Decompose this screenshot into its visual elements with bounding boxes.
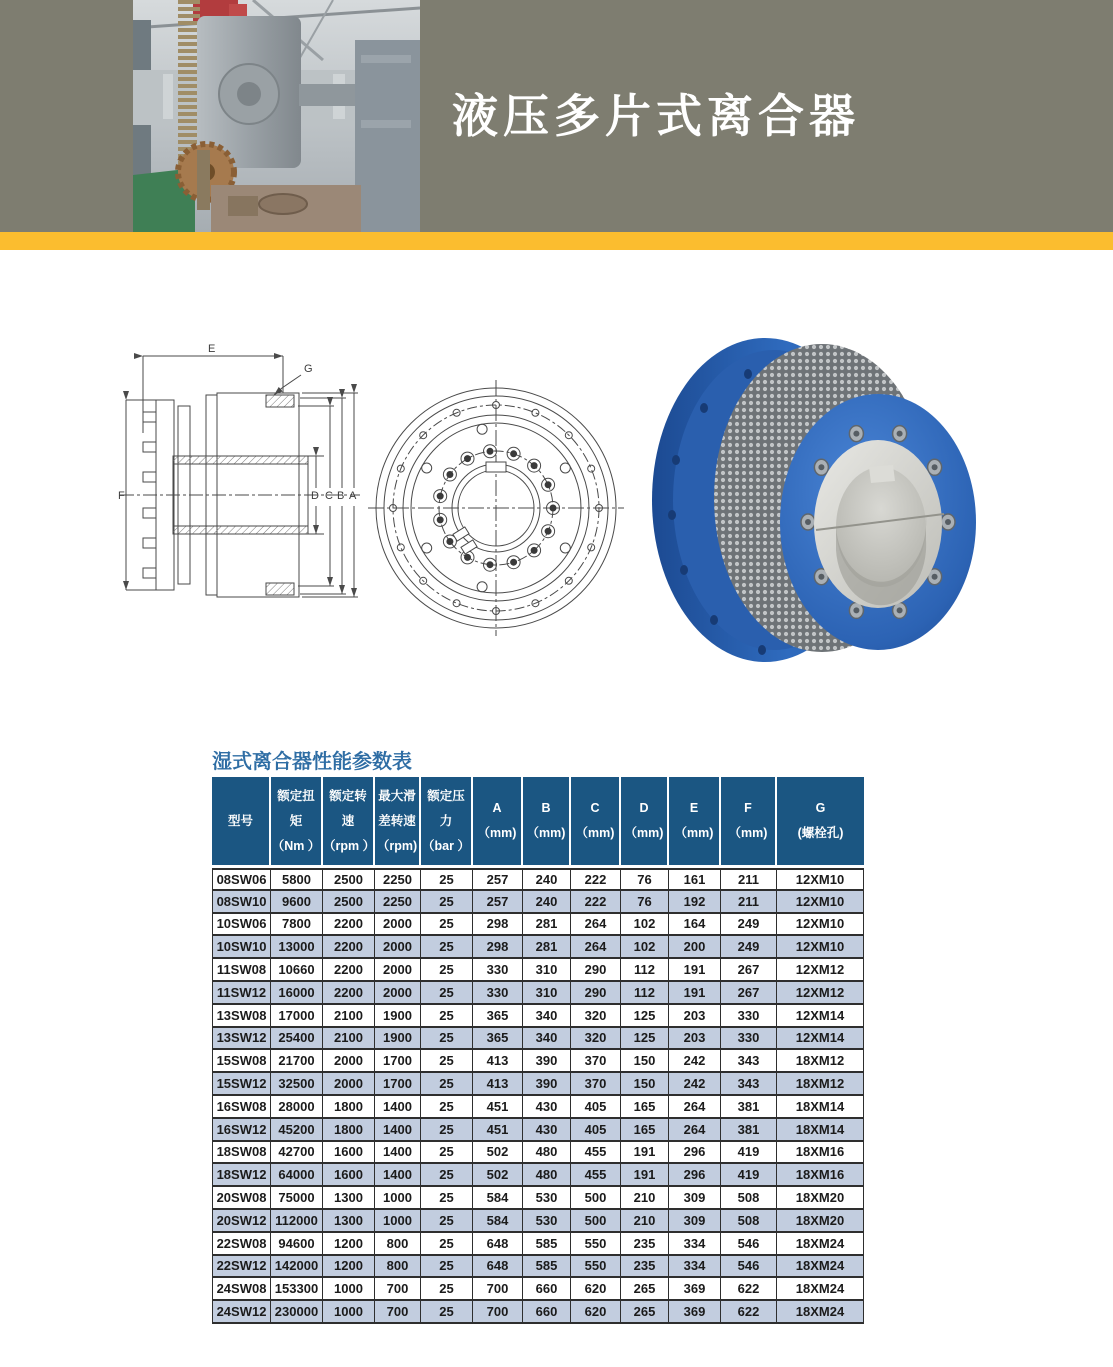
table-cell: 25 [421,1028,473,1051]
table-cell: 249 [721,914,777,937]
table-cell: 800 [375,1233,421,1256]
table-cell: 584 [473,1210,523,1233]
table-header-row [212,777,864,868]
table-cell: 222 [571,891,621,914]
table-cell: 15SW08 [212,1050,271,1073]
table-cell: 480 [523,1142,571,1165]
table-cell: 112 [621,982,669,1005]
table-cell: 2200 [323,982,375,1005]
dim-label-E: E [208,343,216,355]
table-cell: 1200 [323,1256,375,1279]
table-cell: 153300 [271,1278,323,1301]
table-cell: 584 [473,1187,523,1210]
table-cell: 413 [473,1050,523,1073]
table-row [212,1142,864,1165]
table-row [212,1073,864,1096]
table-cell: 309 [669,1187,721,1210]
table-cell: 550 [571,1256,621,1279]
table-cell: 365 [473,1005,523,1028]
table-cell: 700 [375,1278,421,1301]
table-cell: 240 [523,891,571,914]
table-cell: 660 [523,1301,571,1324]
table-cell: 5800 [271,868,323,891]
table-cell: 76 [621,891,669,914]
column-header: 额定压 力 （bar ） [421,777,473,868]
table-cell: 21700 [271,1050,323,1073]
table-cell: 1900 [375,1005,421,1028]
table-cell: 296 [669,1164,721,1187]
table-cell: 405 [571,1096,621,1119]
table-row [212,1301,864,1324]
table-cell: 08SW10 [212,891,271,914]
table-cell: 381 [721,1119,777,1142]
table-cell: 161 [669,868,721,891]
side-view-drawing [98,338,413,653]
table-cell: 25 [421,1164,473,1187]
table-cell: 211 [721,868,777,891]
table-cell: 1900 [375,1028,421,1051]
table-row [212,1050,864,1073]
table-cell: 2100 [323,1028,375,1051]
table-cell: 451 [473,1096,523,1119]
table-cell: 32500 [271,1073,323,1096]
table-cell: 25 [421,1096,473,1119]
table-cell: 648 [473,1256,523,1279]
table-cell: 25 [421,1050,473,1073]
table-cell: 76 [621,868,669,891]
table-cell: 320 [571,1028,621,1051]
table-cell: 18SW12 [212,1164,271,1187]
column-header: 额定扭 矩 （Nm ） [271,777,323,868]
table-cell: 298 [473,936,523,959]
table-cell: 2000 [323,1073,375,1096]
table-cell: 25 [421,1187,473,1210]
table-cell: 08SW06 [212,868,271,891]
table-cell: 265 [621,1301,669,1324]
table-cell: 1700 [375,1073,421,1096]
table-cell: 18XM24 [777,1278,864,1301]
banner [0,0,1113,232]
table-cell: 369 [669,1301,721,1324]
table-cell: 1400 [375,1119,421,1142]
table-cell: 18XM24 [777,1256,864,1279]
table-cell: 25400 [271,1028,323,1051]
table-row [212,959,864,982]
table-cell: 365 [473,1028,523,1051]
dim-label-A: A [349,490,357,502]
table-row [212,1096,864,1119]
table-cell: 1000 [375,1210,421,1233]
dim-label-D: D [311,490,319,502]
table-cell: 18XM14 [777,1096,864,1119]
table-cell: 13SW08 [212,1005,271,1028]
table-row [212,914,864,937]
table-cell: 165 [621,1096,669,1119]
table-cell: 210 [621,1187,669,1210]
table-cell: 25 [421,936,473,959]
table-cell: 235 [621,1256,669,1279]
table-cell: 290 [571,982,621,1005]
table-cell: 18XM24 [777,1301,864,1324]
table-cell: 9600 [271,891,323,914]
table-cell: 648 [473,1233,523,1256]
table-cell: 2200 [323,914,375,937]
table-cell: 249 [721,936,777,959]
column-header: D （mm) [621,777,669,868]
table-cell: 340 [523,1028,571,1051]
table-cell: 2000 [375,982,421,1005]
table-cell: 310 [523,982,571,1005]
table-cell: 700 [473,1301,523,1324]
table-row [212,1005,864,1028]
table-cell: 700 [473,1278,523,1301]
table-cell: 240 [523,868,571,891]
table-cell: 25 [421,982,473,1005]
column-header: 额定转 速 （rpm ） [323,777,375,868]
table-cell: 12XM10 [777,936,864,959]
table-cell: 430 [523,1096,571,1119]
table-cell: 18SW08 [212,1142,271,1165]
table-cell: 340 [523,1005,571,1028]
table-body [212,868,864,1324]
table-cell: 381 [721,1096,777,1119]
table-cell: 2250 [375,868,421,891]
table-row [212,1028,864,1051]
table-cell: 18XM12 [777,1073,864,1096]
table-cell: 1000 [375,1187,421,1210]
table-cell: 25 [421,1210,473,1233]
table-cell: 334 [669,1256,721,1279]
table-cell: 112 [621,959,669,982]
table-cell: 102 [621,936,669,959]
table-cell: 16SW08 [212,1096,271,1119]
table-cell: 18XM12 [777,1050,864,1073]
table-cell: 413 [473,1073,523,1096]
table-cell: 191 [669,982,721,1005]
table-cell: 25 [421,1142,473,1165]
table-cell: 622 [721,1278,777,1301]
table-cell: 2500 [323,868,375,891]
table-cell: 2200 [323,936,375,959]
table-cell: 25 [421,1256,473,1279]
table-cell: 16SW12 [212,1119,271,1142]
column-header: F （mm) [721,777,777,868]
table-cell: 210 [621,1210,669,1233]
table-cell: 320 [571,1005,621,1028]
table-cell: 20SW12 [212,1210,271,1233]
table-cell: 343 [721,1073,777,1096]
table-cell: 28000 [271,1096,323,1119]
table-cell: 309 [669,1210,721,1233]
table-cell: 203 [669,1005,721,1028]
table-cell: 25 [421,1005,473,1028]
table-cell: 585 [523,1256,571,1279]
table-cell: 455 [571,1142,621,1165]
table-cell: 281 [523,936,571,959]
table-cell: 11SW08 [212,959,271,982]
table-cell: 530 [523,1187,571,1210]
table-cell: 12XM12 [777,959,864,982]
table-row [212,982,864,1005]
table-cell: 203 [669,1028,721,1051]
table-cell: 1400 [375,1164,421,1187]
table-cell: 343 [721,1050,777,1073]
table-cell: 620 [571,1278,621,1301]
table-cell: 125 [621,1028,669,1051]
table-cell: 125 [621,1005,669,1028]
table-cell: 405 [571,1119,621,1142]
table-row [212,1164,864,1187]
table-cell: 11SW12 [212,982,271,1005]
table-cell: 290 [571,959,621,982]
table-cell: 2000 [375,959,421,982]
table-cell: 419 [721,1164,777,1187]
table-cell: 550 [571,1233,621,1256]
column-header: E （mm) [669,777,721,868]
table-cell: 430 [523,1119,571,1142]
column-header: G (螺栓孔) [777,777,864,868]
table-cell: 1200 [323,1233,375,1256]
factory-photo-illustration [133,0,420,232]
table-cell: 20SW08 [212,1187,271,1210]
accent-bar [0,232,1113,250]
table-cell: 230000 [271,1301,323,1324]
table-row [212,1256,864,1279]
table-cell: 13SW12 [212,1028,271,1051]
table-row [212,1187,864,1210]
table-cell: 264 [669,1119,721,1142]
table-cell: 10660 [271,959,323,982]
table-head [212,777,864,868]
table-cell: 18XM20 [777,1210,864,1233]
table-cell: 369 [669,1278,721,1301]
table-cell: 296 [669,1142,721,1165]
table-cell: 265 [621,1278,669,1301]
table-cell: 25 [421,1301,473,1324]
table-cell: 18XM16 [777,1142,864,1165]
table-cell: 1800 [323,1119,375,1142]
table-cell: 508 [721,1210,777,1233]
page-title: 液压多片式离合器 [452,90,860,142]
table-cell: 500 [571,1210,621,1233]
table-cell: 502 [473,1164,523,1187]
table-cell: 13000 [271,936,323,959]
table-cell: 370 [571,1050,621,1073]
table-cell: 45200 [271,1119,323,1142]
table-cell: 200 [669,936,721,959]
table-cell: 12XM12 [777,982,864,1005]
table-row [212,868,864,891]
table-cell: 330 [721,1028,777,1051]
table-cell: 242 [669,1073,721,1096]
table-cell: 500 [571,1187,621,1210]
table-cell: 390 [523,1050,571,1073]
table-cell: 12XM10 [777,891,864,914]
column-header: C （mm) [571,777,621,868]
table-title: 湿式离合器性能参数表 [212,751,412,773]
table-cell: 22SW12 [212,1256,271,1279]
table-cell: 191 [669,959,721,982]
table-cell: 330 [721,1005,777,1028]
table-cell: 451 [473,1119,523,1142]
table-cell: 546 [721,1256,777,1279]
table-cell: 2250 [375,891,421,914]
table-cell: 660 [523,1278,571,1301]
table-cell: 18XM20 [777,1187,864,1210]
table-cell: 455 [571,1164,621,1187]
table-cell: 546 [721,1233,777,1256]
table-cell: 1000 [323,1301,375,1324]
table-cell: 16000 [271,982,323,1005]
table-cell: 620 [571,1301,621,1324]
dim-label-G: G [304,363,313,375]
column-header: B （mm) [523,777,571,868]
table-cell: 1400 [375,1096,421,1119]
table-row [212,936,864,959]
table-cell: 334 [669,1233,721,1256]
table-cell: 10SW06 [212,914,271,937]
table-cell: 102 [621,914,669,937]
table-cell: 1600 [323,1142,375,1165]
table-cell: 24SW12 [212,1301,271,1324]
table-row [212,1278,864,1301]
table-row [212,1119,864,1142]
dim-label-C: C [325,490,333,502]
table-cell: 370 [571,1073,621,1096]
table-cell: 150 [621,1050,669,1073]
table-cell: 25 [421,1073,473,1096]
table-cell: 12XM10 [777,868,864,891]
table-cell: 2000 [375,914,421,937]
table-cell: 25 [421,1119,473,1142]
table-cell: 75000 [271,1187,323,1210]
table-cell: 164 [669,914,721,937]
table-cell: 25 [421,1233,473,1256]
table-cell: 257 [473,891,523,914]
table-cell: 419 [721,1142,777,1165]
table-row [212,1233,864,1256]
table-cell: 1700 [375,1050,421,1073]
table-cell: 25 [421,914,473,937]
table-cell: 264 [571,914,621,937]
table-cell: 2200 [323,959,375,982]
table-cell: 298 [473,914,523,937]
table-cell: 257 [473,868,523,891]
table-cell: 25 [421,1278,473,1301]
parameters-table [212,777,864,1324]
table-cell: 22SW08 [212,1233,271,1256]
table-cell: 700 [375,1301,421,1324]
column-header: 最大滑 差转速 （rpm) [375,777,421,868]
table-cell: 24SW08 [212,1278,271,1301]
table-cell: 242 [669,1050,721,1073]
table-cell: 800 [375,1256,421,1279]
table-cell: 2000 [323,1050,375,1073]
table-cell: 25 [421,959,473,982]
table-cell: 18XM14 [777,1119,864,1142]
table-cell: 94600 [271,1233,323,1256]
table-cell: 222 [571,868,621,891]
table-cell: 2500 [323,891,375,914]
table-cell: 150 [621,1073,669,1096]
table-cell: 264 [669,1096,721,1119]
table-cell: 18XM16 [777,1164,864,1187]
table-row [212,1210,864,1233]
table-cell: 211 [721,891,777,914]
table-cell: 281 [523,914,571,937]
table-cell: 622 [721,1301,777,1324]
dim-label-F: F [118,490,125,502]
column-header: 型号 [212,777,271,868]
table-cell: 2000 [375,936,421,959]
dim-label-B: B [337,490,345,502]
table-cell: 1300 [323,1187,375,1210]
table-cell: 12XM10 [777,914,864,937]
table-row [212,891,864,914]
table-cell: 112000 [271,1210,323,1233]
table-cell: 267 [721,982,777,1005]
table-cell: 508 [721,1187,777,1210]
table-cell: 1600 [323,1164,375,1187]
table-cell: 7800 [271,914,323,937]
table-cell: 64000 [271,1164,323,1187]
table-cell: 142000 [271,1256,323,1279]
table-cell: 10SW10 [212,936,271,959]
front-view-drawing [368,380,624,636]
table-cell: 267 [721,959,777,982]
table-cell: 191 [621,1164,669,1187]
table-cell: 310 [523,959,571,982]
table-cell: 530 [523,1210,571,1233]
table-cell: 15SW12 [212,1073,271,1096]
table-cell: 12XM14 [777,1028,864,1051]
table-cell: 18XM24 [777,1233,864,1256]
table-cell: 25 [421,868,473,891]
table-cell: 192 [669,891,721,914]
table-cell: 17000 [271,1005,323,1028]
table-cell: 2100 [323,1005,375,1028]
table-cell: 191 [621,1142,669,1165]
table-cell: 502 [473,1142,523,1165]
table-cell: 1000 [323,1278,375,1301]
table-cell: 330 [473,982,523,1005]
table-cell: 585 [523,1233,571,1256]
table-cell: 1800 [323,1096,375,1119]
table-cell: 25 [421,891,473,914]
table-cell: 330 [473,959,523,982]
table-cell: 42700 [271,1142,323,1165]
product-render-3d [650,330,980,678]
table-cell: 480 [523,1164,571,1187]
column-header: A （mm) [473,777,523,868]
product-photo [133,0,420,232]
table-cell: 390 [523,1073,571,1096]
table-cell: 12XM14 [777,1005,864,1028]
table-cell: 235 [621,1233,669,1256]
table-cell: 264 [571,936,621,959]
table-cell: 1400 [375,1142,421,1165]
table-cell: 1300 [323,1210,375,1233]
table-cell: 165 [621,1119,669,1142]
